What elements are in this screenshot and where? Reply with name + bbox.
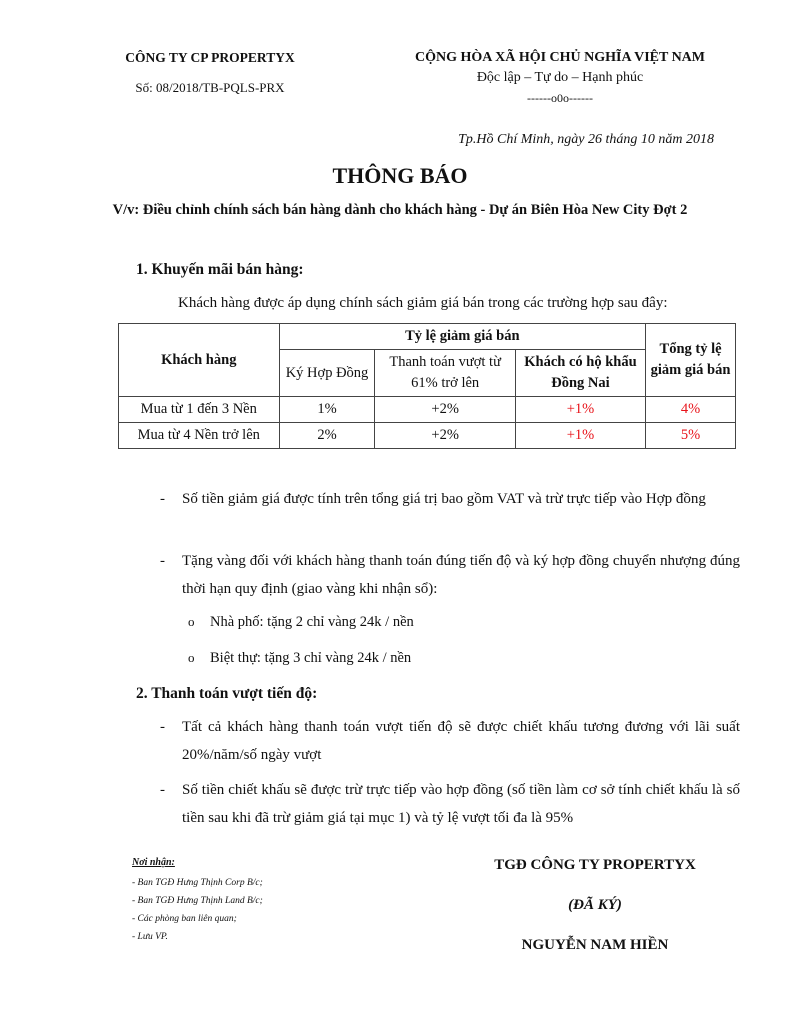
cell-dongnai: +1% (515, 423, 645, 449)
cell-overpay: +2% (375, 397, 515, 423)
table-header-discount-rate: Tỷ lệ giảm giá bán (279, 324, 646, 350)
recipient-item: - Ban TGĐ Hưng Thịnh Corp B/c; (132, 878, 263, 888)
bullet-item (160, 713, 740, 769)
cell-contract: 2% (279, 423, 375, 449)
national-title: CỘNG HÒA XÃ HỘI CHỦ NGHĨA VIỆT NAM (414, 50, 705, 65)
cell-customer: Mua từ 4 Nền trở lên (119, 423, 280, 449)
table-header-customer: Khách hàng (119, 324, 280, 397)
sub-list-item (188, 650, 411, 667)
company-name: CÔNG TY CP PROPERTYX (125, 50, 295, 65)
dash-icon: - (160, 491, 165, 507)
cell-contract: 1% (279, 397, 375, 423)
sub-item-text: Nhà phố: tặng 2 chỉ vàng 24k / nền (210, 614, 414, 630)
table-row (119, 423, 736, 449)
cell-dongnai: +1% (515, 397, 645, 423)
table-subheader-dongnai: Khách có hộ khẩu Đồng Nai (515, 350, 645, 397)
bullet-text: Tặng vàng đối với khách hàng thanh toán đúng tiến độ và ký hợp đồng chuyển nhượng đúng thời hạn quy định (giao vàng khi nhận sổ): (182, 553, 740, 597)
circle-bullet-icon: o (188, 614, 195, 629)
dash-icon: - (160, 553, 165, 569)
national-motto: Độc lập – Tự do – Hạnh phúc (476, 70, 644, 85)
signature-title: TGĐ CÔNG TY PROPERTYX (494, 857, 696, 873)
section-1-heading: 1. Khuyến mãi bán hàng: (136, 261, 304, 278)
decorative-divider: ------o0o------ (527, 91, 593, 105)
bullet-item (160, 547, 740, 603)
bullet-text: Tất cả khách hàng thanh toán vượt tiến độ sẽ được chiết khấu tương đương với lãi suất 20%/năm/số ngày vượt (182, 719, 740, 763)
table-subheader-contract: Ký Hợp Đồng (279, 350, 375, 397)
bullet-text: Số tiền giảm giá được tính trên tổng giá trị bao gồm VAT và trừ trực tiếp vào Hợp đồng (182, 491, 706, 507)
cell-total: 5% (646, 423, 736, 449)
circle-bullet-icon: o (188, 650, 195, 665)
bullet-item (160, 776, 740, 832)
section-1-intro: Khách hàng được áp dụng chính sách giảm giá bán trong các trường hợp sau đây: (178, 295, 668, 311)
dash-icon: - (160, 782, 165, 798)
cell-customer: Mua từ 1 đến 3 Nền (119, 397, 280, 423)
place-date: Tp.Hồ Chí Minh, ngày 26 tháng 10 năm 2018 (458, 132, 714, 147)
recipient-item: - Các phòng ban liên quan; (132, 914, 237, 924)
bullet-item (160, 485, 740, 513)
recipient-item: - Ban TGĐ Hưng Thịnh Land B/c; (132, 896, 263, 906)
table-header-total: Tổng tỷ lệ giảm giá bán (646, 324, 736, 397)
cell-overpay: +2% (375, 423, 515, 449)
discount-table (118, 323, 736, 449)
cell-total: 4% (646, 397, 736, 423)
recipient-item: - Lưu VP. (132, 932, 168, 942)
recipients-heading: Nơi nhận: (132, 857, 175, 868)
table-row (119, 397, 736, 423)
sub-list-item (188, 614, 414, 631)
document-number: Số: 08/2018/TB-PQLS-PRX (135, 80, 285, 95)
document-subject: V/v: Điều chỉnh chính sách bán hàng dành cho khách hàng - Dự án Biên Hòa New City Đợt 2 (112, 202, 688, 218)
document-title: THÔNG BÁO (332, 163, 468, 188)
section-2-heading: 2. Thanh toán vượt tiến độ: (136, 685, 318, 702)
signer-name: NGUYỄN NAM HIỀN (521, 937, 669, 953)
table-subheader-overpay: Thanh toán vượt từ 61% trở lên (375, 350, 515, 397)
bullet-text: Số tiền chiết khấu sẽ được trừ trực tiếp vào hợp đồng (số tiền làm cơ sở tính chiết khấu là số tiền sau khi đã trừ giảm giá tại mục 1) và tỷ lệ vượt tối đa là 95% (182, 782, 740, 826)
dash-icon: - (160, 719, 165, 735)
sub-item-text: Biệt thự: tặng 3 chỉ vàng 24k / nền (210, 650, 412, 666)
signature-mark: (ĐÃ KÝ) (568, 897, 622, 913)
